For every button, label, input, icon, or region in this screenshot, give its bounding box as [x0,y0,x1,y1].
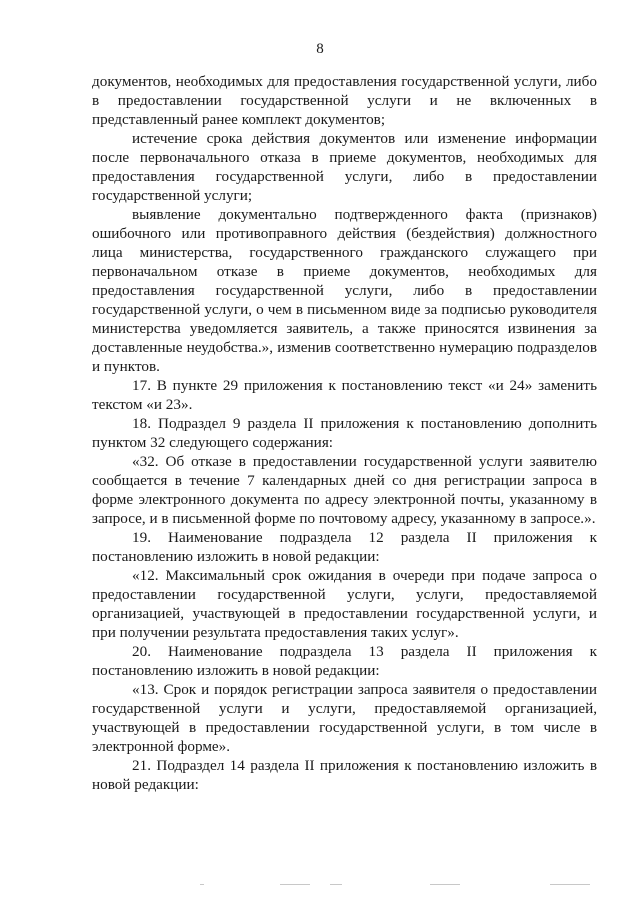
page-number: 8 [316,41,324,57]
paragraph-quote-13: «13. Срок и порядок регистрации запроса заявителя о предоставлении государственной услуги и услуги, предоставляемой организацией, участвующей в предоставлении государственной услуги, в том числе в электронной форме». [92,681,597,755]
paragraph-item-19: 19. Наименование подраздела 12 раздела II приложения к постановлению изложить в новой редакции: [92,529,597,565]
paragraph-erroneous-action: выявление документально подтвержденного факта (признаков) ошибочного или противоправного действия (бездействия) должностного лица министерства, государственного гражданского служащего при первоначальном отказе в приеме документов, необходимых для предоставления государственной услуги, либо в предоставлении государственной услуги, о чем в письменном виде за подписью руководителя министерства уведомляется заявитель, а также приносятся извинения за доставленные неудобства.», изменив соответственно нумерацию подразделов и пунктов. [92,206,597,375]
paragraph-item-17: 17. В пункте 29 приложения к постановлению текст «и 24» заменить текстом «и 23». [92,377,597,413]
paragraph-item-20: 20. Наименование подраздела 13 раздела II приложения к постановлению изложить в новой редакции: [92,643,597,679]
paragraph-expiry-documents: истечение срока действия документов или изменение информации после первоначального отказа в приеме документов, необходимых для предоставления государственной услуги, либо в предоставлении государственной услуги; [92,130,597,204]
scan-footer-marks [200,884,620,888]
paragraph-item-21: 21. Подраздел 14 раздела II приложения к постановлению изложить в новой редакции: [92,757,597,793]
paragraph-quote-12: «12. Максимальный срок ожидания в очереди при подаче запроса о предоставлении государственной услуги, услуги, предоставляемой организацией, участвующей в предоставлении государственной услуги, и при получении результата предоставления таких услуг». [92,567,597,641]
document-body [92,72,597,794]
paragraph-item-18: 18. Подраздел 9 раздела II приложения к постановлению дополнить пунктом 32 следующего содержания: [92,415,597,451]
paragraph-continuation: документов, необходимых для предоставления государственной услуги, либо в предоставлении государственной услуги и не включенных в представленный ранее комплект документов; [92,73,597,128]
paragraph-quote-32: «32. Об отказе в предоставлении государственной услуги заявителю сообщается в течение 7 календарных дней со дня регистрации запроса в форме электронного документа по адресу электронной почты, указанному в запросе, и в письменной форме по почтовому адресу, указанному в запросе.». [92,453,597,527]
